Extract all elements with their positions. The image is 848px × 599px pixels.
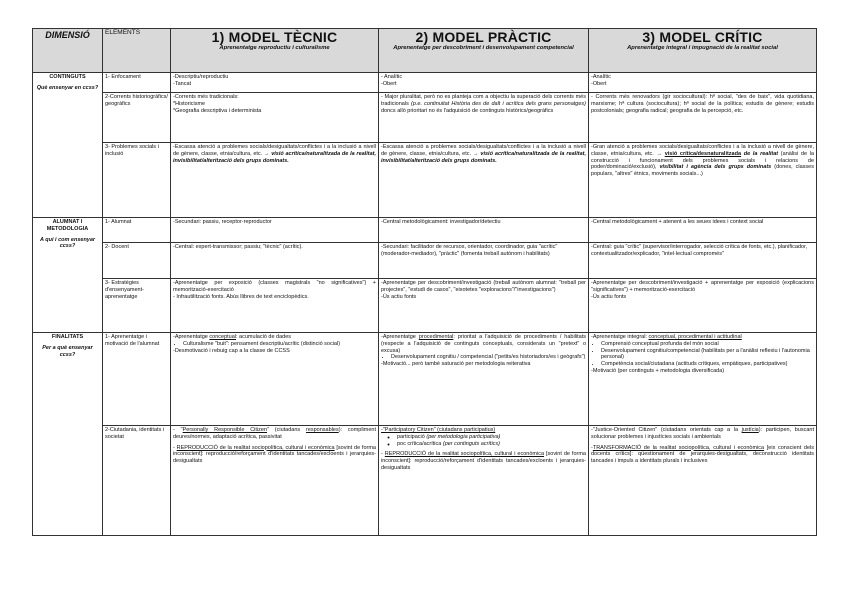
alumnat-critic-cell: -Central metodològicament + atenent a les seues idees i context social xyxy=(589,218,817,243)
element-label: 1- Alumnat xyxy=(103,218,171,243)
cell-text: responsables xyxy=(305,427,339,433)
cell-line: -Aprenentatge per descobriment/investigació (treball autònom alumnat: "treball per projectes", "estudi de casos", "eixotetes "exploracions"/"investigacions") xyxy=(381,280,586,293)
continguts-question: Què ensenyar en ccss? xyxy=(36,84,99,91)
finalitats-dimension xyxy=(33,333,103,536)
alumnat-alumnat-row xyxy=(33,218,817,243)
cell-text: visibilitat i agència dels grups dominats xyxy=(659,164,772,171)
element-label: 1- Enfocament xyxy=(103,73,171,93)
cell-text: -Escassa atenció a problemes socials/desigualtats/conflictes i a la inclusió a nivell de gènere, classe, etnia/cultura, etc. → xyxy=(381,144,586,157)
cell-text: REPRODUCCIÓ de la realitat sociopolítica, cultural i econòmica xyxy=(176,444,335,451)
cell-text: justícia xyxy=(741,427,759,433)
cell-text: - xyxy=(173,444,177,451)
cell-line xyxy=(173,427,376,441)
continguts-problemes-row xyxy=(33,143,817,218)
corrents-practic-cell xyxy=(379,93,589,143)
cell-text: [sovint de forma inconscient]: reproducció/reforçament d'identitats tancades/excloents i jerarquies-desigualtats xyxy=(381,451,586,471)
cell-line: *Geografia descriptiva i determinista xyxy=(173,107,262,114)
problemes-practic-cell xyxy=(379,143,589,218)
circle-list xyxy=(381,434,586,448)
finalitats-aprenentatge-row xyxy=(33,333,817,426)
list-item: • Desenvolupament cognitiu / competencial ("petits/es historiadors/es i geògrafs") xyxy=(391,354,586,361)
list-item: • Desenvolupament cognitiu/competencial (habilitats per a l'anàlisi reflexiu i l'autonomia personal) xyxy=(601,348,814,362)
cell-text: -Aprenentatge xyxy=(173,334,210,340)
continguts-dimension xyxy=(33,73,103,218)
bullet-list xyxy=(591,341,814,368)
cell-text: -Escassa atenció a problemes socials/desigualtats/conflictes i a la inclusió a nivell de gènere, classe, etnia/cultura, etc. → xyxy=(173,144,376,157)
cell-text: -Aprenentatge xyxy=(381,334,419,340)
list-item xyxy=(397,434,586,441)
cell-line: -Tancat xyxy=(173,80,192,87)
enfocament-practic-cell xyxy=(379,73,589,93)
model-practic-title: 2) MODEL PRÀCTIC xyxy=(415,29,552,45)
corrents-tecnic-cell xyxy=(171,93,379,143)
model-tecnic-subtitle: Aprenentatge reproductiu i culturalisme xyxy=(219,45,330,51)
estrategies-critic-cell xyxy=(589,279,817,333)
cell-text: ): compliment deures/normes, adaptació acrítica, passivitat xyxy=(173,427,377,440)
element-label: 2- Docent xyxy=(103,243,171,279)
cell-line: -Obert xyxy=(591,80,607,87)
cell-line: *Historicisme xyxy=(173,100,206,107)
cell-text: (p.e. continuitat Història des de dalt i acrítica dels grans personatges) xyxy=(410,100,586,107)
model-tecnic-title: 1) MODEL TÈCNIC xyxy=(211,29,338,45)
alumnat-estrategies-row xyxy=(33,279,817,333)
alumnat-docent-row xyxy=(33,243,817,279)
cell-text: participació xyxy=(397,433,427,440)
cell-line xyxy=(173,334,376,341)
corrents-critic-cell: - Corrents més renovadors (gir sociocultural): hª social, "des de baix", vida quotidiana, marxisme; hª cultura (sociocultura); hª social de la política; estudis de gènere; estudis postcolonials; geografia radical; geografia de la percepció, etc. xyxy=(589,93,817,143)
cell-text: conceptual xyxy=(209,334,236,340)
problemes-tecnic-cell xyxy=(171,143,379,218)
list-item: • Culturalisme "buit": pensament descriptiu/acrític (distinció social) xyxy=(183,341,376,348)
ciutadania-critic-cell xyxy=(589,426,817,536)
list-item xyxy=(397,441,586,448)
element-label: 3- Estratègies d'ensenyament-aprenentatge xyxy=(103,279,171,333)
cell-text: - xyxy=(591,444,593,451)
cell-line: -Ús actiu fonts xyxy=(381,293,417,300)
model-critic-header xyxy=(589,29,817,73)
cell-text: [sovint de forma inconscient]: reproducció/reforçament d'identitats tancades/excloents i jerarquies-desigualtats xyxy=(173,444,376,465)
cell-text: (per metodologia participativa) xyxy=(426,433,501,440)
element-label: 1- Aprenentatge i motivació de l'alumnat xyxy=(103,333,171,426)
cell-text: -"Justice-Oriented Citizen" (ciutadans orientats cap a la xyxy=(591,427,742,433)
alumnat-label: ALUMNAT I METODOLOGIA xyxy=(46,219,89,232)
cell-line xyxy=(591,445,814,465)
estrategies-practic-cell xyxy=(379,279,589,333)
cell-line: -Motivació... però també saturació per metodologia reiterativa xyxy=(381,361,531,368)
model-practic-header xyxy=(379,29,589,73)
cell-line: -Motivació (per continguts + metodologia diversificada) xyxy=(591,367,725,374)
cell-text: - " xyxy=(173,427,183,433)
docent-critic-cell: -Central: guia "crític" (supervisor/interrogador, selecció crítica de fonts, etc.), planificador, contextualitzador/explicador, "intel·lectual compromés" xyxy=(589,243,817,279)
model-tecnic-header xyxy=(171,29,379,73)
cell-text: visió acrítica/naturalitzada de la realitat, invisibilitat/alterització dels grups dominats. xyxy=(173,150,376,164)
cell-line: - Infrautilització fonts. Abús llibres de text enciclopèdics. xyxy=(173,293,309,300)
cell-line xyxy=(381,334,586,354)
cell-line xyxy=(381,451,586,471)
cell-text: visió acrítica/naturalitzada de la realitat, invisibilitat/alterització dels grups dominats. xyxy=(381,150,586,164)
header-row xyxy=(33,29,817,73)
cell-line: -Analític xyxy=(591,74,611,80)
cell-text: - xyxy=(381,451,385,458)
docent-tecnic-cell: -Central: expert-transmissor; passiu; "tècnic" (acrític). xyxy=(171,243,379,279)
cell-text: ): participen, buscant solucionar problemes i injustícies socials i ambientals xyxy=(591,427,814,440)
cell-text: doncs allò prioritari no és l'adquisició de continguts històrics/geogràfics xyxy=(381,107,554,114)
cell-line: -Aprenentatge per exposició (classes magistrals "no significatives") + memorització-exercitació xyxy=(173,280,376,293)
bullet-list xyxy=(381,354,586,361)
continguts-enfocament-row xyxy=(33,73,817,93)
model-practic-subtitle: Aprenentatge per descobriment i desenvolupament competencial xyxy=(393,45,574,51)
cell-line: -Descriptiu/reproductiu xyxy=(173,74,229,80)
cell-line xyxy=(591,427,814,441)
list-item: • Comprensió conceptual profunda del món social xyxy=(601,341,814,348)
cell-line: -Obert xyxy=(381,80,397,87)
cell-text: visió crítica/desnaturalitzada xyxy=(664,150,742,157)
enfocament-critic-cell xyxy=(589,73,817,93)
cell-text: [eix conscient dels docents crítics]: qüestionament de jerarquies-desigualtats, deconstrucció identitats tancades i impuls a identitats plurals i inclusives xyxy=(591,444,814,465)
cell-line xyxy=(173,445,376,465)
cell-text: REPRODUCCIÓ de la realitat sociopolítica, cultural i econòmica xyxy=(384,451,545,458)
aprenentatge-critic-cell xyxy=(589,333,817,426)
cell-line xyxy=(591,334,814,341)
cell-line: -Desmotivació i rebuig cap a la classe de CCSS xyxy=(173,347,290,354)
cell-text: procedimental xyxy=(418,334,454,340)
ciutadania-tecnic-cell xyxy=(171,426,379,536)
cell-text: (anàlisi de la construcció i funcionament dels problemes socials i relacions de poder/dominació/exclusió), xyxy=(591,150,814,171)
model-critic-title: 3) MODEL CRÍTIC xyxy=(642,29,763,45)
alumnat-practic-cell: -Central metodològicament: investigador/detectiu xyxy=(379,218,589,243)
aprenentatge-tecnic-cell xyxy=(171,333,379,426)
cell-text: (per continguts acrítics) xyxy=(442,440,501,447)
element-label: 2-Corrents historiogràfics/ geogràfics xyxy=(103,93,171,143)
continguts-label: CONTINGUTS xyxy=(49,74,86,80)
element-label: 3- Problemes socials i inclusió xyxy=(103,143,171,218)
finalitats-label: FINALITATS xyxy=(51,334,84,340)
cell-text: Personally Responsible Citizen xyxy=(182,427,268,433)
cell-line: -Ús actiu fonts xyxy=(591,293,627,300)
models-table xyxy=(32,28,817,536)
cell-text: TRANSFORMACIÓ de la realitat sociopolítica, cultural i econòmica xyxy=(592,444,765,451)
continguts-corrents-row xyxy=(33,93,817,143)
aprenentatge-practic-cell xyxy=(379,333,589,426)
cell-text: - Major pluralitat, però no es planteja com a objectiu la superació dels corrents més tradicionals xyxy=(381,94,586,107)
finalitats-ciutadania-row xyxy=(33,426,817,536)
ciutadania-practic-cell xyxy=(379,426,589,536)
cell-text: -Aprenentatge integral: xyxy=(591,334,649,340)
cell-text: de la realitat xyxy=(741,150,779,157)
elements-header: ELEMENTS xyxy=(103,29,171,73)
enfocament-tecnic-cell xyxy=(171,73,379,93)
model-critic-subtitle: Aprenentatge integral i impugnació de la realitat social xyxy=(627,45,778,51)
cell-text: conceptual, procedimental i actitudinal xyxy=(648,334,742,340)
cell-line: -Corrents més tradicionals: xyxy=(173,94,239,100)
cell-text: : prioritat a l'adquisició de procediments / habilitats (respecte a l'adquisició de continguts conceptuals, considerats un "pretext" o excusa) xyxy=(381,334,586,354)
problemes-critic-cell xyxy=(589,143,817,218)
cell-text: " (ciutadans xyxy=(267,427,306,433)
cell-text: (dones, classes populars, "altres" ètnics, moviments socials...) xyxy=(591,164,814,178)
alumnat-tecnic-cell: -Secundari: passiu, receptor-reproductor xyxy=(171,218,379,243)
docent-practic-cell: -Secundari: facilitador de recursos, orientador, coordinador, guia "acrític" (moderador-mediador), "pràctic" (fomenta treball autònom i habilitats) xyxy=(379,243,589,279)
finalitats-question: Per a què ensenyar ccss? xyxy=(42,344,93,358)
dimension-header: DIMENSIÓ xyxy=(33,29,103,73)
alumnat-dimension xyxy=(33,218,103,333)
cell-text: -Gran atenció a problemes socials/desigualtats/conflictes i a la inclusió a nivell de gènere, classe, etnia/cultura, etc. → xyxy=(591,144,814,157)
estrategies-tecnic-cell xyxy=(171,279,379,333)
element-label: 2-Ciutadania, identitats i societat xyxy=(103,426,171,536)
bullet-list xyxy=(173,341,376,348)
cell-line: -"Participatory Citizen" (ciutadans participatius) xyxy=(381,427,496,433)
cell-line: -Aprenentatge per descobriment/investigació + aprenentatge per exposició (explicacions "significatives") + memorització-exercitació xyxy=(591,280,814,293)
cell-text: : acumulació de dades xyxy=(236,334,292,340)
list-item: • Competència social/ciutadana (actituds crítiques, empàtiques, participatives) xyxy=(601,361,814,368)
cell-text: poc crítica/acrítica xyxy=(397,440,443,447)
cell-line: - Analític xyxy=(381,74,403,80)
alumnat-question: A qui i com ensenyar ccss? xyxy=(39,236,96,250)
